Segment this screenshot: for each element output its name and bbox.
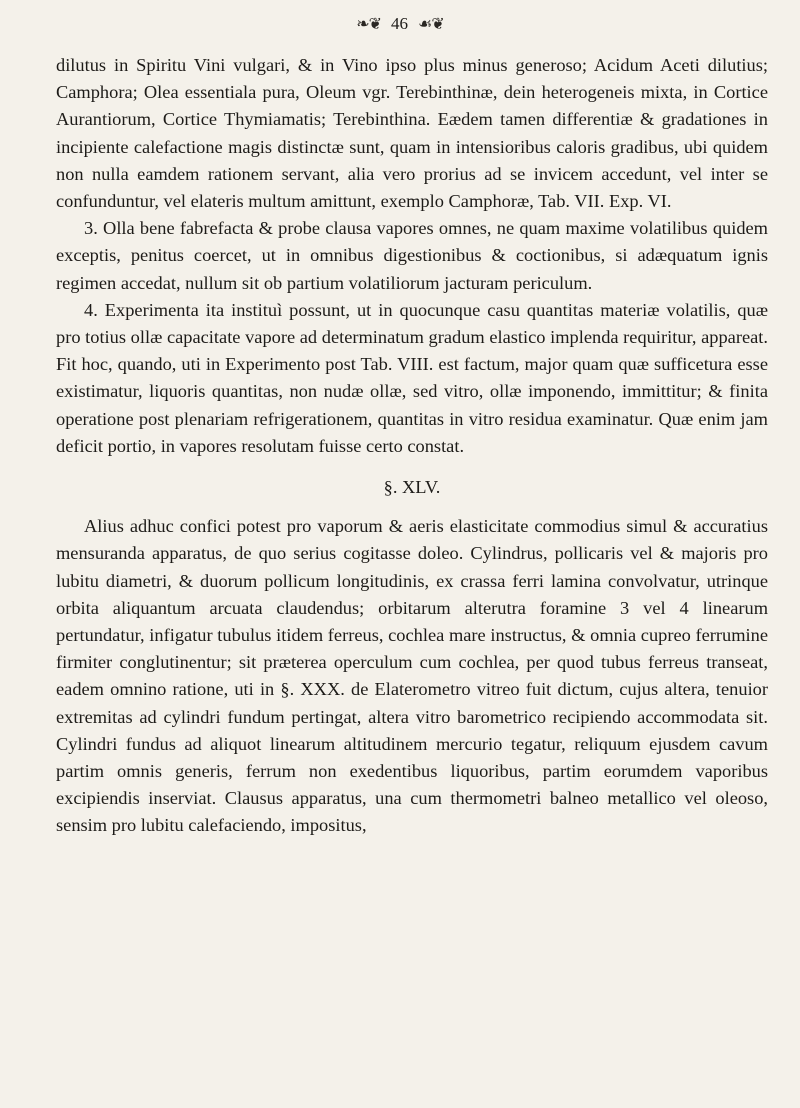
paragraph-3: 3. Olla bene fabrefacta & probe clausa vapores omnes, ne quam maxime volatilibus quidem exceptis, penitus coercet, ut in omnibus digestionibus & coctionibus, si adæquatum ignis regimen accedat, nullum sit ob partium volatiliorum jacturam periculum.	[56, 218, 768, 293]
body-text	[56, 52, 768, 840]
page-header	[0, 14, 800, 34]
ornament-right-icon: ☙❦	[418, 16, 444, 33]
paragraph-5: Alius adhuc confici potest pro vaporum & aeris elasticitate commodius simul & accuratius mensuranda apparatus, de quo serius cogitasse doleo. Cylindrus, pollicaris vel & majoris pro lubitu diametri, & duorum pollicum longitudinis, ex crassa ferri lamina convolvatur, utrinque orbita aliquantum arcuata claudendus; orbitarum alterutra foramine 3 vel 4 linearum pertundatur, infigatur tubulus itidem ferreus, cochlea mare instructus, & omnia cupreo ferrumine firmiter conglutinentur; sit præterea operculum cum cochlea, per quod tubus ferreus transeat, eadem omnino ratione, uti in §. XXX. de Elaterometro vitreo fuit dictum, cujus altera, tenuior extremitas ad cylindri fundum pertingat, altera vitro barometrico recipiendo accommodata sit. Cylindri fundus ad aliquot linearum altitudinem mercurio tegatur, reliquum ejusdem cavum partim omnis generis, ferrum non exedentibus liquoribus, partim eorumdem vaporibus excipiendis inserviat. Clausus apparatus, una cum thermometri balneo metallico vel oleoso, sensim pro lubitu calefaciendo, impositus,	[56, 516, 768, 836]
ornament-left-icon: ❧❦	[356, 16, 382, 33]
section-heading: §. XLV.	[383, 477, 441, 498]
page-number: 46	[391, 14, 409, 33]
paragraph-4: 4. Experimenta ita instituì possunt, ut in quocunque casu quantitas materiæ volatilis, quæ pro totius ollæ capacitate vapore ad determinatum gradum elastico implenda requiritur, appareat. Fit hoc, quando, uti in Experimento post Tab. VIII. est factum, major quam quæ sufficetura esse existimatur, liquoris quantitas, non nudæ ollæ, sed vitro, ollæ imponendo, immittitur; & finita operatione post plenariam refrigerationem, quantitas in vitro residua examinatur. Quæ enim jam deficit portio, in vapores resolutam fuisse certo constat.	[56, 299, 768, 456]
paragraph-continued: dilutus in Spiritu Vini vulgari, & in Vino ipso plus minus generoso; Acidum Aceti dilutius; Camphora; Olea essentiala pura, Oleum vgr. Terebinthinæ, dein heterogeneis mixta, in Cortice Aurantiorum, Cortice Thymiamatis; Terebinthina. Eædem tamen differentiæ & gradationes in incipiente calefactione magis distinctæ sunt, quam in intensioribus caloris gradibus, ubi quidem non nulla eamdem rationem servant, alia vero prorius ad se invicem accedunt, vel inter se confunduntur, vel elateris multum amittunt, exemplo Camphoræ, Tab. VII. Exp. VI.	[56, 55, 768, 212]
